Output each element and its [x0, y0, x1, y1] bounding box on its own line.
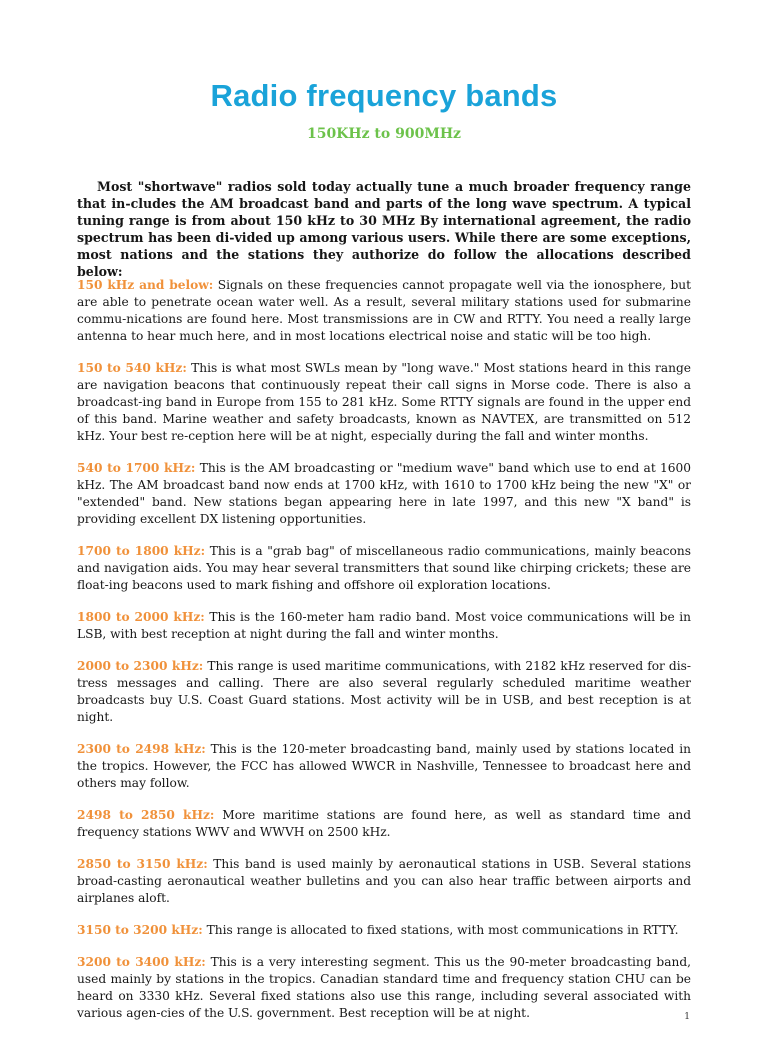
band-description: This range is allocated to fixed stations, with most communications in RTTY. — [206, 923, 679, 937]
page-title: Radio frequency bands — [210, 78, 558, 113]
band-item — [77, 543, 691, 594]
band-label: 150 to 540 kHz: — [77, 361, 187, 375]
band-description: This is the 120-meter broadcasting band, mainly used by stations located in the tropics. However, the FCC has allowed WWCR in Nashville, Tennessee to broadcast here and others may follow. — [77, 742, 691, 790]
band-item — [77, 954, 691, 1022]
band-label: 150 kHz and below: — [77, 278, 214, 292]
band-label: 2498 to 2850 kHz: — [77, 808, 215, 822]
band-description: This is the 160-meter ham radio band. Most voice communications will be in LSB, with best reception at night during the fall and winter months. — [77, 610, 691, 641]
band-description: This is a "grab bag" of miscellaneous radio communications, mainly beacons and navigation aids. You may hear several transmitters that sound like chirping crickets; these are float-ing beacons used to mark fishing and offshore oil exploration locations. — [77, 544, 691, 592]
band-description: More maritime stations are found here, as well as standard time and frequency stations WWV and WWVH on 2500 kHz. — [77, 808, 692, 839]
band-description: Signals on these frequencies cannot propagate well via the ionosphere, but are able to penetrate ocean water well. As a result, several military stations used for submarine commu-nications are found here. Most transmissions are in CW and RTTY. You need a really large antenna to hear much here, and in most locations electrical noise and static will be too high. — [77, 278, 692, 343]
band-description: This is what most SWLs mean by "long wave." Most stations heard in this range are navigation beacons that continuously repeat their call signs in Morse code. There is also a broadcast-ing band in Europe from 155 to 281 kHz. Some RTTY signals are found in the upper end of this band. Marine weather and safety broadcasts, known as NAVTEX, are transmitted on 512 kHz. Your best re-ception here will be at night, especially during the fall and winter months. — [77, 361, 692, 443]
band-item — [77, 856, 691, 907]
intro-paragraph: Most "shortwave" radios sold today actually tune a much broader frequency range that in-cludes the AM broadcast band and parts of the long wave spectrum. A typical tuning range is from about 150 kHz to 30 MHz By international agreement, the radio spectrum has been di-vided up among various users. While there are some exceptions, most nations and the stations they authorize do follow the allocations described below: — [77, 178, 691, 279]
band-label: 2850 to 3150 kHz: — [77, 857, 208, 871]
band-item — [77, 741, 691, 792]
band-item — [77, 922, 691, 939]
band-label: 3150 to 3200 kHz: — [77, 923, 203, 937]
band-item — [77, 460, 691, 528]
page-subtitle: 150KHz to 900MHz — [306, 126, 462, 142]
band-list — [77, 277, 691, 1037]
band-label: 540 to 1700 kHz: — [77, 461, 196, 475]
band-label: 2000 to 2300 kHz: — [77, 659, 204, 673]
band-label: 1700 to 1800 kHz: — [77, 544, 206, 558]
band-description: This band is used mainly by aeronautical stations in USB. Several stations broad-casting aeronautical weather bulletins and you can also hear traffic between airports and airplanes aloft. — [77, 857, 691, 905]
band-label: 3200 to 3400 kHz: — [77, 955, 206, 969]
band-description: This is the AM broadcasting or "medium wave" band which use to end at 1600 kHz. The AM broadcast band now ends at 1700 kHz, with 1610 to 1700 kHz being the new "X" or "extended" band. New stations began appearing here in late 1997, and this new "X band" is providing excellent DX listening opportunities. — [77, 461, 692, 526]
band-item — [77, 360, 691, 445]
band-item — [77, 658, 691, 726]
band-item — [77, 807, 691, 841]
band-description: This range is used maritime communications, with 2182 kHz reserved for dis-tress messages and calling. There are also several regularly scheduled maritime weather broadcasts buy U.S. Coast Guard stations. Most activity will be in USB, and best reception is at night. — [77, 659, 691, 724]
page-number: 1 — [684, 1012, 690, 1022]
band-label: 1800 to 2000 kHz: — [77, 610, 205, 624]
band-description: This is a very interesting segment. This us the 90-meter broadcasting band, used mainly by stations in the tropics. Canadian standard time and frequency station CHU can be heard on 3330 kHz. Several fixed stations also use this range, including several associated with various agen-cies of the U.S. government. Best reception will be at night. — [77, 955, 691, 1020]
band-item — [77, 277, 691, 345]
band-item — [77, 609, 691, 643]
band-label: 2300 to 2498 kHz: — [77, 742, 206, 756]
